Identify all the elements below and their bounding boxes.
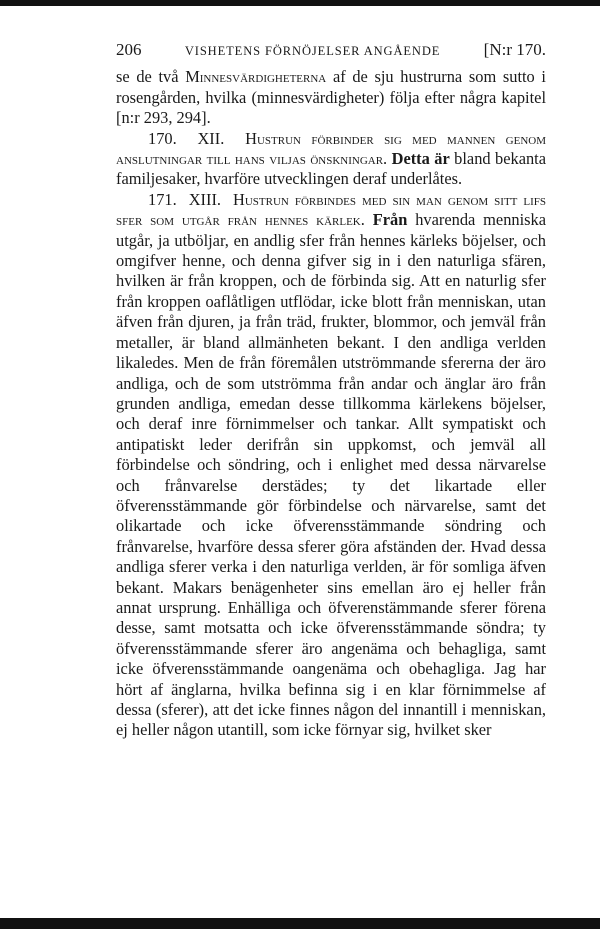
bold-lead: Från [372,210,408,230]
section-reference: [N:r 170. [483,40,546,59]
section-roman: XII. [197,128,225,148]
section-number: 171. [148,189,177,209]
running-header [116,40,546,61]
page-number: 206 [116,40,142,59]
scan-top-edge [0,0,600,6]
section-170 [116,129,546,190]
section-heading: Hustrun förbinder sig med mannen genom anslutningar till hans viljas önskningar. [116,128,546,169]
smallcaps-term: Minnesvärdigheterna [185,67,327,87]
section-body: bland bekanta familjesaker, hvarföre utvecklingen deraf underlåtes. [116,149,546,189]
running-title: VISHETENS FÖRNÖJELSER ANGÅENDE [184,44,441,58]
section-171 [116,190,546,741]
continued-paragraph: se de två Minnesvärdigheterna af de sju hustrurna som sutto i rosengården, hvilka (minnesvärdigheter) följa efter några kapitel [n:r 293, 294]. [116,67,546,128]
section-body: hvarenda menniska utgår, ja utböljar, en andlig sfer från hennes kärleks böjelser, och omgifver henne, och denna gifver sig in i den naturliga sfären, hvilken är från kroppen, och de förbinda sig. Att en naturlig sfer från kroppen oaflåtligen utflödar, icke blott från menniskan, utan äfven från djuren, ja från träd, frukter, blommor, och jemväl från metaller, är bland allmänheten bekant. I den andliga verlden likaledes. Men de från föremålen utströmmande sfererna der äro andliga, och de som utströmma från andar och änglar äro från grunden andliga, emedan desse tillkomma kärlekens böjelser, och deraf inre förnimmelser och tankar. Allt sympatiskt och antipatiskt leder derifrån sin uppkomst, och jemväl all förbindelse och söndring, och i enlighet med dessa närvarelse och frånvarelse derstädes; ty det likartade eller öfverensstämmande gör förbindelse och närvarelse, samt det olikartade och icke öfverensstämmande söndring och frånvarelse, hvarföre dessa sferer göra afständen der. Hvad dessa andliga sferer verka i den naturliga verlden, är för somliga äfven bekant. Makars benägenheter sins emellan äro ej heller från annat ursprung. Enhälliga och öfverenstämmande sferer förena desse, samt motsatta och icke öfverensstämmande söndra; ty öfverensstämmande sferer äro angenäma och behagliga, samt icke öfverensstämmande oangenäma och obehagliga. Jag har hört af änglarna, hvilka befinna sig i en klar förnimmelse af dessa (sferer), att det icke finnes någon del innantill i menniskan, ej heller någon utantill, som icke förnyar sig, hvilket sker [116,210,546,740]
bold-lead: Detta är [391,149,450,169]
section-roman: XIII. [188,189,222,209]
book-page [116,40,546,741]
section-heading: Hustrun förbindes med sin man genom sitt lifs sfer som utgår från hennes kärlek. [116,189,547,230]
scan-bottom-edge [0,918,600,929]
section-number: 170. [148,128,177,148]
